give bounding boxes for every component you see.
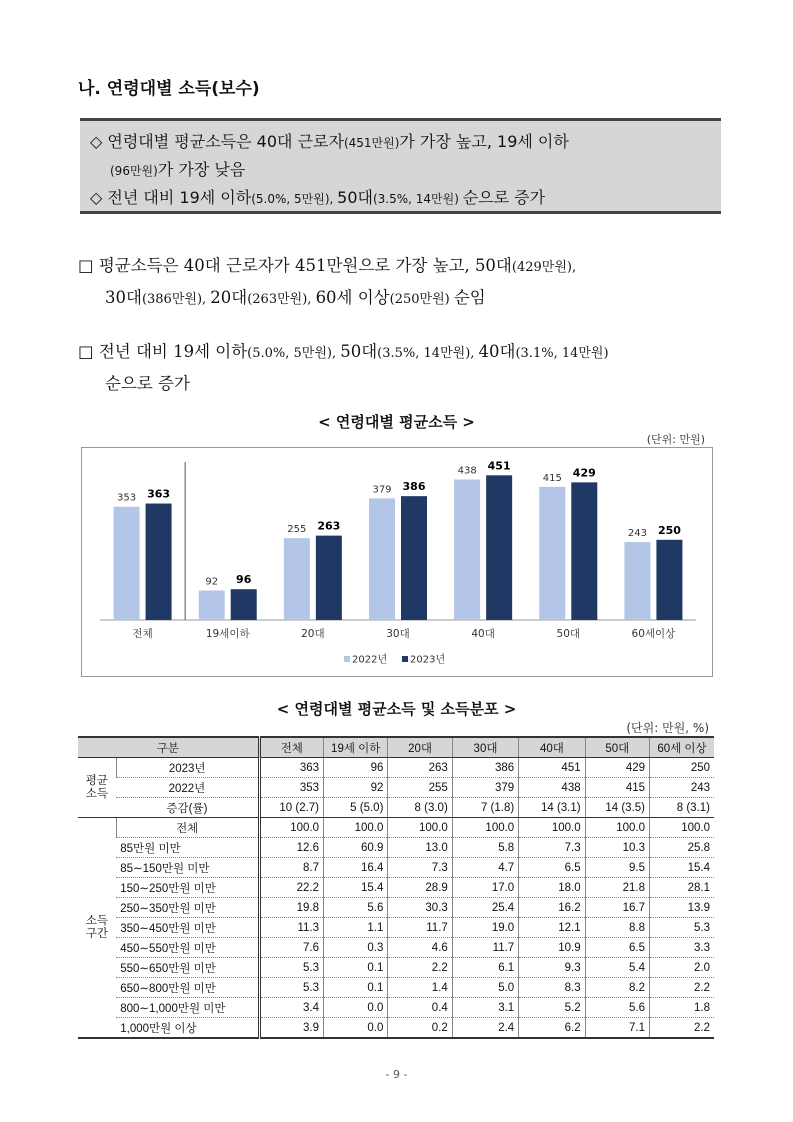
table-cell: 96 [324, 758, 388, 778]
table-cell: 16.7 [585, 898, 649, 918]
table-cell: 9.3 [519, 958, 585, 978]
bar-2022 [624, 542, 650, 620]
table-cell: 4.7 [452, 858, 518, 878]
paragraph-1-line-1 [78, 252, 576, 276]
x-tick-label: 50대 [556, 628, 581, 640]
table-cell: 11.7 [388, 918, 452, 938]
table-row-label: 85∼150만원 미만 [116, 858, 259, 878]
bar-2023 [486, 475, 512, 620]
table-row [78, 858, 714, 878]
table-cell: 100.0 [388, 818, 452, 838]
summary-note: (5.0%, 5만원), [251, 192, 338, 206]
table-cell: 16.4 [324, 858, 388, 878]
table-row [78, 838, 714, 858]
table-cell: 0.4 [388, 998, 452, 1018]
legend-label: 2022년 [352, 654, 388, 666]
bar-value-label: 386 [402, 480, 426, 494]
bar-2023 [401, 496, 427, 620]
table-cell: 11.3 [259, 918, 323, 938]
summary-line-3 [90, 185, 545, 208]
summary-text: 50대 [337, 188, 373, 207]
table-cell: 5.4 [585, 958, 649, 978]
summary-text: 가 가장 높고, 19세 이하 [399, 132, 569, 151]
x-tick-label: 전체 [132, 628, 153, 640]
paragraph-text: 순임 [453, 288, 486, 307]
summary-line-1 [90, 129, 569, 152]
table-cell: 100.0 [585, 818, 649, 838]
paragraph-note: (3.5%, 14만원), [377, 346, 479, 361]
table-cell: 100.0 [650, 818, 715, 838]
table-cell: 19.8 [259, 898, 323, 918]
paragraph-text: 순으로 증가 [105, 374, 190, 393]
table-group-label: 소득 구간 [78, 818, 116, 1039]
bar-value-label: 243 [627, 528, 647, 540]
table-col-header: 60세 이상 [650, 737, 715, 758]
table-cell: 5.6 [324, 898, 388, 918]
table-cell: 13.9 [650, 898, 715, 918]
x-tick-label: 20대 [301, 628, 325, 640]
summary-box [80, 118, 721, 214]
table-cell: 10.9 [519, 938, 585, 958]
bar-2023 [656, 540, 682, 620]
table-col-header: 20대 [388, 737, 452, 758]
table-cell: 2.0 [650, 958, 715, 978]
table-cell: 12.1 [519, 918, 585, 938]
table-cell: 15.4 [324, 878, 388, 898]
bar-value-label: 250 [657, 523, 681, 537]
table-cell: 5.3 [259, 978, 323, 998]
table-row-label: 1,000만원 이상 [116, 1018, 259, 1039]
paragraph-note: (386만원), [141, 292, 211, 307]
table-row-label: 450∼550만원 미만 [116, 938, 259, 958]
bar-value-label: 451 [487, 459, 511, 473]
bar-2022 [369, 498, 395, 620]
bar-2023 [571, 482, 597, 620]
table-row [78, 798, 714, 818]
table-row [78, 918, 714, 938]
table-row-label: 85만원 미만 [116, 838, 259, 858]
table-cell: 5.3 [650, 918, 715, 938]
table-cell: 28.1 [650, 878, 715, 898]
table-row-label: 전체 [116, 818, 259, 838]
bar-value-label: 96 [236, 573, 252, 587]
table-title: < 연령대별 평균소득 및 소득분포 > [276, 700, 517, 718]
x-tick-label: 19세이하 [205, 628, 250, 640]
table-col-header: 30대 [452, 737, 518, 758]
bar-2022 [199, 590, 225, 620]
table-cell: 7.3 [519, 838, 585, 858]
table-cell: 1.8 [650, 998, 715, 1018]
table-cell: 25.8 [650, 838, 715, 858]
table-col-header: 40대 [519, 737, 585, 758]
table-cell: 386 [452, 758, 518, 778]
table-row [78, 878, 714, 898]
bar-2022 [454, 479, 480, 620]
table-cell: 3.1 [452, 998, 518, 1018]
table-cell: 3.4 [259, 998, 323, 1018]
bar-2022 [539, 487, 565, 620]
table-cell: 8.3 [519, 978, 585, 998]
table-cell: 2.4 [452, 1018, 518, 1039]
table-cell: 100.0 [519, 818, 585, 838]
summary-text: ◇ 전년 대비 19세 이하 [90, 188, 252, 207]
summary-note: (96만원) [110, 164, 158, 178]
table-cell: 2.2 [388, 958, 452, 978]
bar-value-label: 353 [117, 492, 137, 504]
bar-2023 [231, 589, 257, 620]
table-cell: 0.1 [324, 978, 388, 998]
table-row-label: 2022년 [116, 778, 259, 798]
table-cell: 10.3 [585, 838, 649, 858]
paragraph-text: 40대 [478, 342, 516, 361]
table-cell: 243 [650, 778, 715, 798]
table-cell: 0.3 [324, 938, 388, 958]
table-row [78, 938, 714, 958]
chart-title: < 연령대별 평균소득 > [318, 413, 475, 431]
paragraph-note: (3.1%, 14만원) [515, 346, 609, 361]
bar-value-label: 92 [205, 576, 219, 588]
paragraph-1-line-2 [105, 284, 486, 308]
table-col-header: 50대 [585, 737, 649, 758]
summary-text: ◇ 연령대별 평균소득은 40대 근로자 [90, 132, 344, 151]
table-cell: 0.2 [388, 1018, 452, 1039]
table-row [78, 758, 714, 778]
table-cell: 8.2 [585, 978, 649, 998]
table-row-label: 800∼1,000만원 미만 [116, 998, 259, 1018]
table-row-label: 350∼450만원 미만 [116, 918, 259, 938]
table-cell: 7.6 [259, 938, 323, 958]
table-cell: 11.7 [452, 938, 518, 958]
table-cell: 19.0 [452, 918, 518, 938]
table-cell: 100.0 [259, 818, 323, 838]
table-cell: 1.4 [388, 978, 452, 998]
table-cell: 5.6 [585, 998, 649, 1018]
table-cell: 18.0 [519, 878, 585, 898]
table-cell: 8.7 [259, 858, 323, 878]
table-group-label: 평균 소득 [78, 758, 116, 818]
table-cell: 5.3 [259, 958, 323, 978]
summary-text: 순으로 증가 [462, 188, 546, 207]
table-row [78, 1018, 714, 1039]
table-cell: 3.3 [650, 938, 715, 958]
table-cell: 100.0 [324, 818, 388, 838]
table-cell: 7 (1.8) [452, 798, 518, 818]
table-cell: 3.9 [259, 1018, 323, 1039]
paragraph-text: 60세 이상 [315, 288, 390, 307]
paragraph-note: (263만원), [247, 292, 316, 307]
table-row-label: 550∼650만원 미만 [116, 958, 259, 978]
table-cell: 16.2 [519, 898, 585, 918]
table-row-label: 150∼250만원 미만 [116, 878, 259, 898]
paragraph-note: (250만원) [389, 292, 454, 307]
paragraph-text: □ 전년 대비 19세 이하 [78, 342, 248, 361]
paragraph-note: (429만원), [511, 260, 577, 275]
table-cell: 8.8 [585, 918, 649, 938]
table-cell: 5.8 [452, 838, 518, 858]
table-cell: 0.0 [324, 998, 388, 1018]
bar-2023 [316, 536, 342, 620]
table-row [78, 818, 714, 838]
bar-chart-svg [82, 448, 712, 676]
table-cell: 17.0 [452, 878, 518, 898]
table-cell: 6.2 [519, 1018, 585, 1039]
x-tick-label: 40대 [471, 628, 495, 640]
table-cell: 250 [650, 758, 715, 778]
paragraph-note: (5.0%, 5만원), [247, 346, 341, 361]
paragraph-2-line-1 [78, 338, 609, 362]
table-cell: 255 [388, 778, 452, 798]
bar-value-label: 255 [287, 524, 307, 536]
table-row-label: 250∼350만원 미만 [116, 898, 259, 918]
paragraph-text: □ 평균소득은 40대 근로자가 451만원으로 가장 높고, 50대 [78, 256, 512, 275]
table-row [78, 778, 714, 798]
table-cell: 60.9 [324, 838, 388, 858]
table-cell: 0.0 [324, 1018, 388, 1039]
paragraph-text: 50대 [340, 342, 378, 361]
table-cell: 22.2 [259, 878, 323, 898]
table-cell: 7.1 [585, 1018, 649, 1039]
legend-swatch [402, 656, 408, 662]
table-cell: 429 [585, 758, 649, 778]
summary-line-2 [110, 157, 245, 180]
table-cell: 13.0 [388, 838, 452, 858]
table-row-label: 2023년 [116, 758, 259, 778]
table-cell: 100.0 [452, 818, 518, 838]
table-cell: 21.8 [585, 878, 649, 898]
paragraph-text: 30대 [105, 288, 142, 307]
table-cell: 8 (3.0) [388, 798, 452, 818]
table-cell: 415 [585, 778, 649, 798]
table-cell: 353 [259, 778, 323, 798]
table-cell: 363 [259, 758, 323, 778]
bar-value-label: 363 [147, 487, 171, 501]
bar-value-label: 438 [457, 465, 477, 477]
table-row-label: 증감(률) [116, 798, 259, 818]
table-col-header: 19세 이하 [324, 737, 388, 758]
table-cell: 2.2 [650, 1018, 715, 1039]
table-row [78, 978, 714, 998]
bar-2022 [284, 538, 310, 620]
table-body [78, 758, 714, 1039]
table-row [78, 998, 714, 1018]
bar-2023 [146, 504, 172, 620]
table-cell: 5.2 [519, 998, 585, 1018]
table-corner: 구분 [78, 737, 259, 758]
table-cell: 6.5 [585, 938, 649, 958]
bar-value-label: 429 [572, 466, 596, 480]
table-cell: 14 (3.1) [519, 798, 585, 818]
table-cell: 25.4 [452, 898, 518, 918]
bar-chart [81, 447, 713, 677]
table-cell: 379 [452, 778, 518, 798]
table-cell: 451 [519, 758, 585, 778]
bar-value-label: 379 [372, 484, 392, 496]
table-row [78, 898, 714, 918]
page-number: - 9 - [385, 1068, 408, 1081]
paragraph-2-line-2 [105, 370, 190, 394]
table-cell: 14 (3.5) [585, 798, 649, 818]
table-cell: 0.1 [324, 958, 388, 978]
table-cell: 4.6 [388, 938, 452, 958]
table-cell: 7.3 [388, 858, 452, 878]
table-cell: 5 (5.0) [324, 798, 388, 818]
table-cell: 10 (2.7) [259, 798, 323, 818]
legend-swatch [344, 656, 350, 662]
table-header-row [78, 737, 714, 758]
summary-note: (451만원) [343, 136, 400, 150]
paragraph-text: 20대 [210, 288, 248, 307]
table-cell: 30.3 [388, 898, 452, 918]
table-cell: 6.1 [452, 958, 518, 978]
summary-text: 가 가장 낮음 [157, 160, 246, 179]
bar-value-label: 415 [542, 472, 562, 484]
summary-note: (3.5%, 14만원) [372, 192, 463, 206]
table-row-label: 650∼800만원 미만 [116, 978, 259, 998]
chart-unit: (단위: 만원) [646, 433, 705, 446]
table-col-header: 전체 [259, 737, 323, 758]
legend-label: 2023년 [410, 654, 446, 666]
section-title: 나. 연령대별 소득(보수) [78, 79, 260, 99]
table-cell: 263 [388, 758, 452, 778]
table-cell: 1.1 [324, 918, 388, 938]
table-unit: (단위: 만원, %) [626, 721, 709, 735]
bar-value-label: 263 [317, 519, 341, 533]
table-cell: 6.5 [519, 858, 585, 878]
table-row [78, 958, 714, 978]
table-cell: 15.4 [650, 858, 715, 878]
table-cell: 438 [519, 778, 585, 798]
table-cell: 28.9 [388, 878, 452, 898]
table-cell: 9.5 [585, 858, 649, 878]
income-distribution-table [78, 736, 714, 1039]
table-cell: 12.6 [259, 838, 323, 858]
table-cell: 8 (3.1) [650, 798, 715, 818]
table-cell: 2.2 [650, 978, 715, 998]
x-tick-label: 30대 [386, 628, 410, 640]
table-cell: 92 [324, 778, 388, 798]
x-tick-label: 60세이상 [631, 628, 676, 640]
table-cell: 5.0 [452, 978, 518, 998]
bar-2022 [114, 507, 140, 620]
